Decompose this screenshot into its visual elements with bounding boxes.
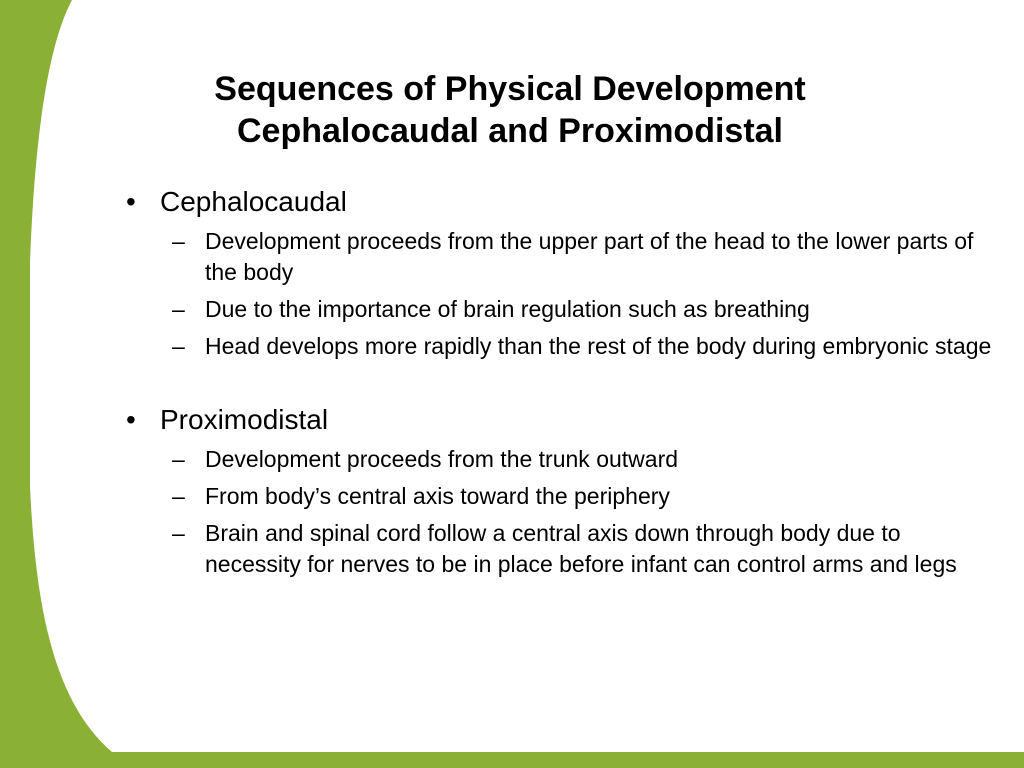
sub-bullet-list — [120, 444, 1000, 580]
sub-bullet-text: Due to the importance of brain regulation such as breathing — [205, 296, 810, 322]
bullet-marker: • — [126, 404, 136, 435]
dash-marker: – — [172, 520, 185, 546]
dash-marker: – — [172, 446, 185, 472]
sub-bullet-text: Development proceeds from the upper part of the head to the lower parts of the body — [205, 228, 974, 285]
sub-bullet — [120, 444, 1000, 475]
title-line-2: Cephalocaudal and Proximodistal — [236, 112, 783, 150]
dash-marker: – — [172, 333, 185, 359]
spacer — [120, 368, 1000, 402]
sub-bullet — [120, 518, 1000, 580]
left-accent-band — [0, 0, 30, 768]
bullet-text: Cephalocaudal — [160, 186, 347, 217]
bullet-proximodistal — [120, 402, 1000, 438]
dash-marker: – — [172, 296, 185, 322]
title-line-1: Sequences of Physical Development — [214, 70, 806, 108]
bullet-cephalocaudal — [120, 184, 1000, 220]
bullet-text: Proximodistal — [160, 404, 329, 435]
bottom-accent-band — [100, 752, 1024, 768]
sub-bullet-list — [120, 226, 1000, 362]
sub-bullet — [120, 331, 1000, 362]
sub-bullet-text: Development proceeds from the trunk outward — [205, 446, 679, 472]
sub-bullet — [120, 481, 1000, 512]
dash-marker: – — [172, 483, 185, 509]
sub-bullet-text: Brain and spinal cord follow a central axis down through body due to necessity for nerves to be in place before infant can control arms and legs — [205, 520, 957, 577]
sub-bullet — [120, 226, 1000, 288]
sub-bullet — [120, 294, 1000, 325]
sub-bullet-text: Head develops more rapidly than the rest of the body during embryonic stage — [205, 333, 992, 359]
dash-marker: – — [172, 228, 185, 254]
slide-content — [120, 184, 1000, 586]
bullet-marker: • — [126, 186, 136, 217]
sub-bullet-text: From body’s central axis toward the periphery — [205, 483, 670, 509]
slide-title — [110, 68, 910, 152]
